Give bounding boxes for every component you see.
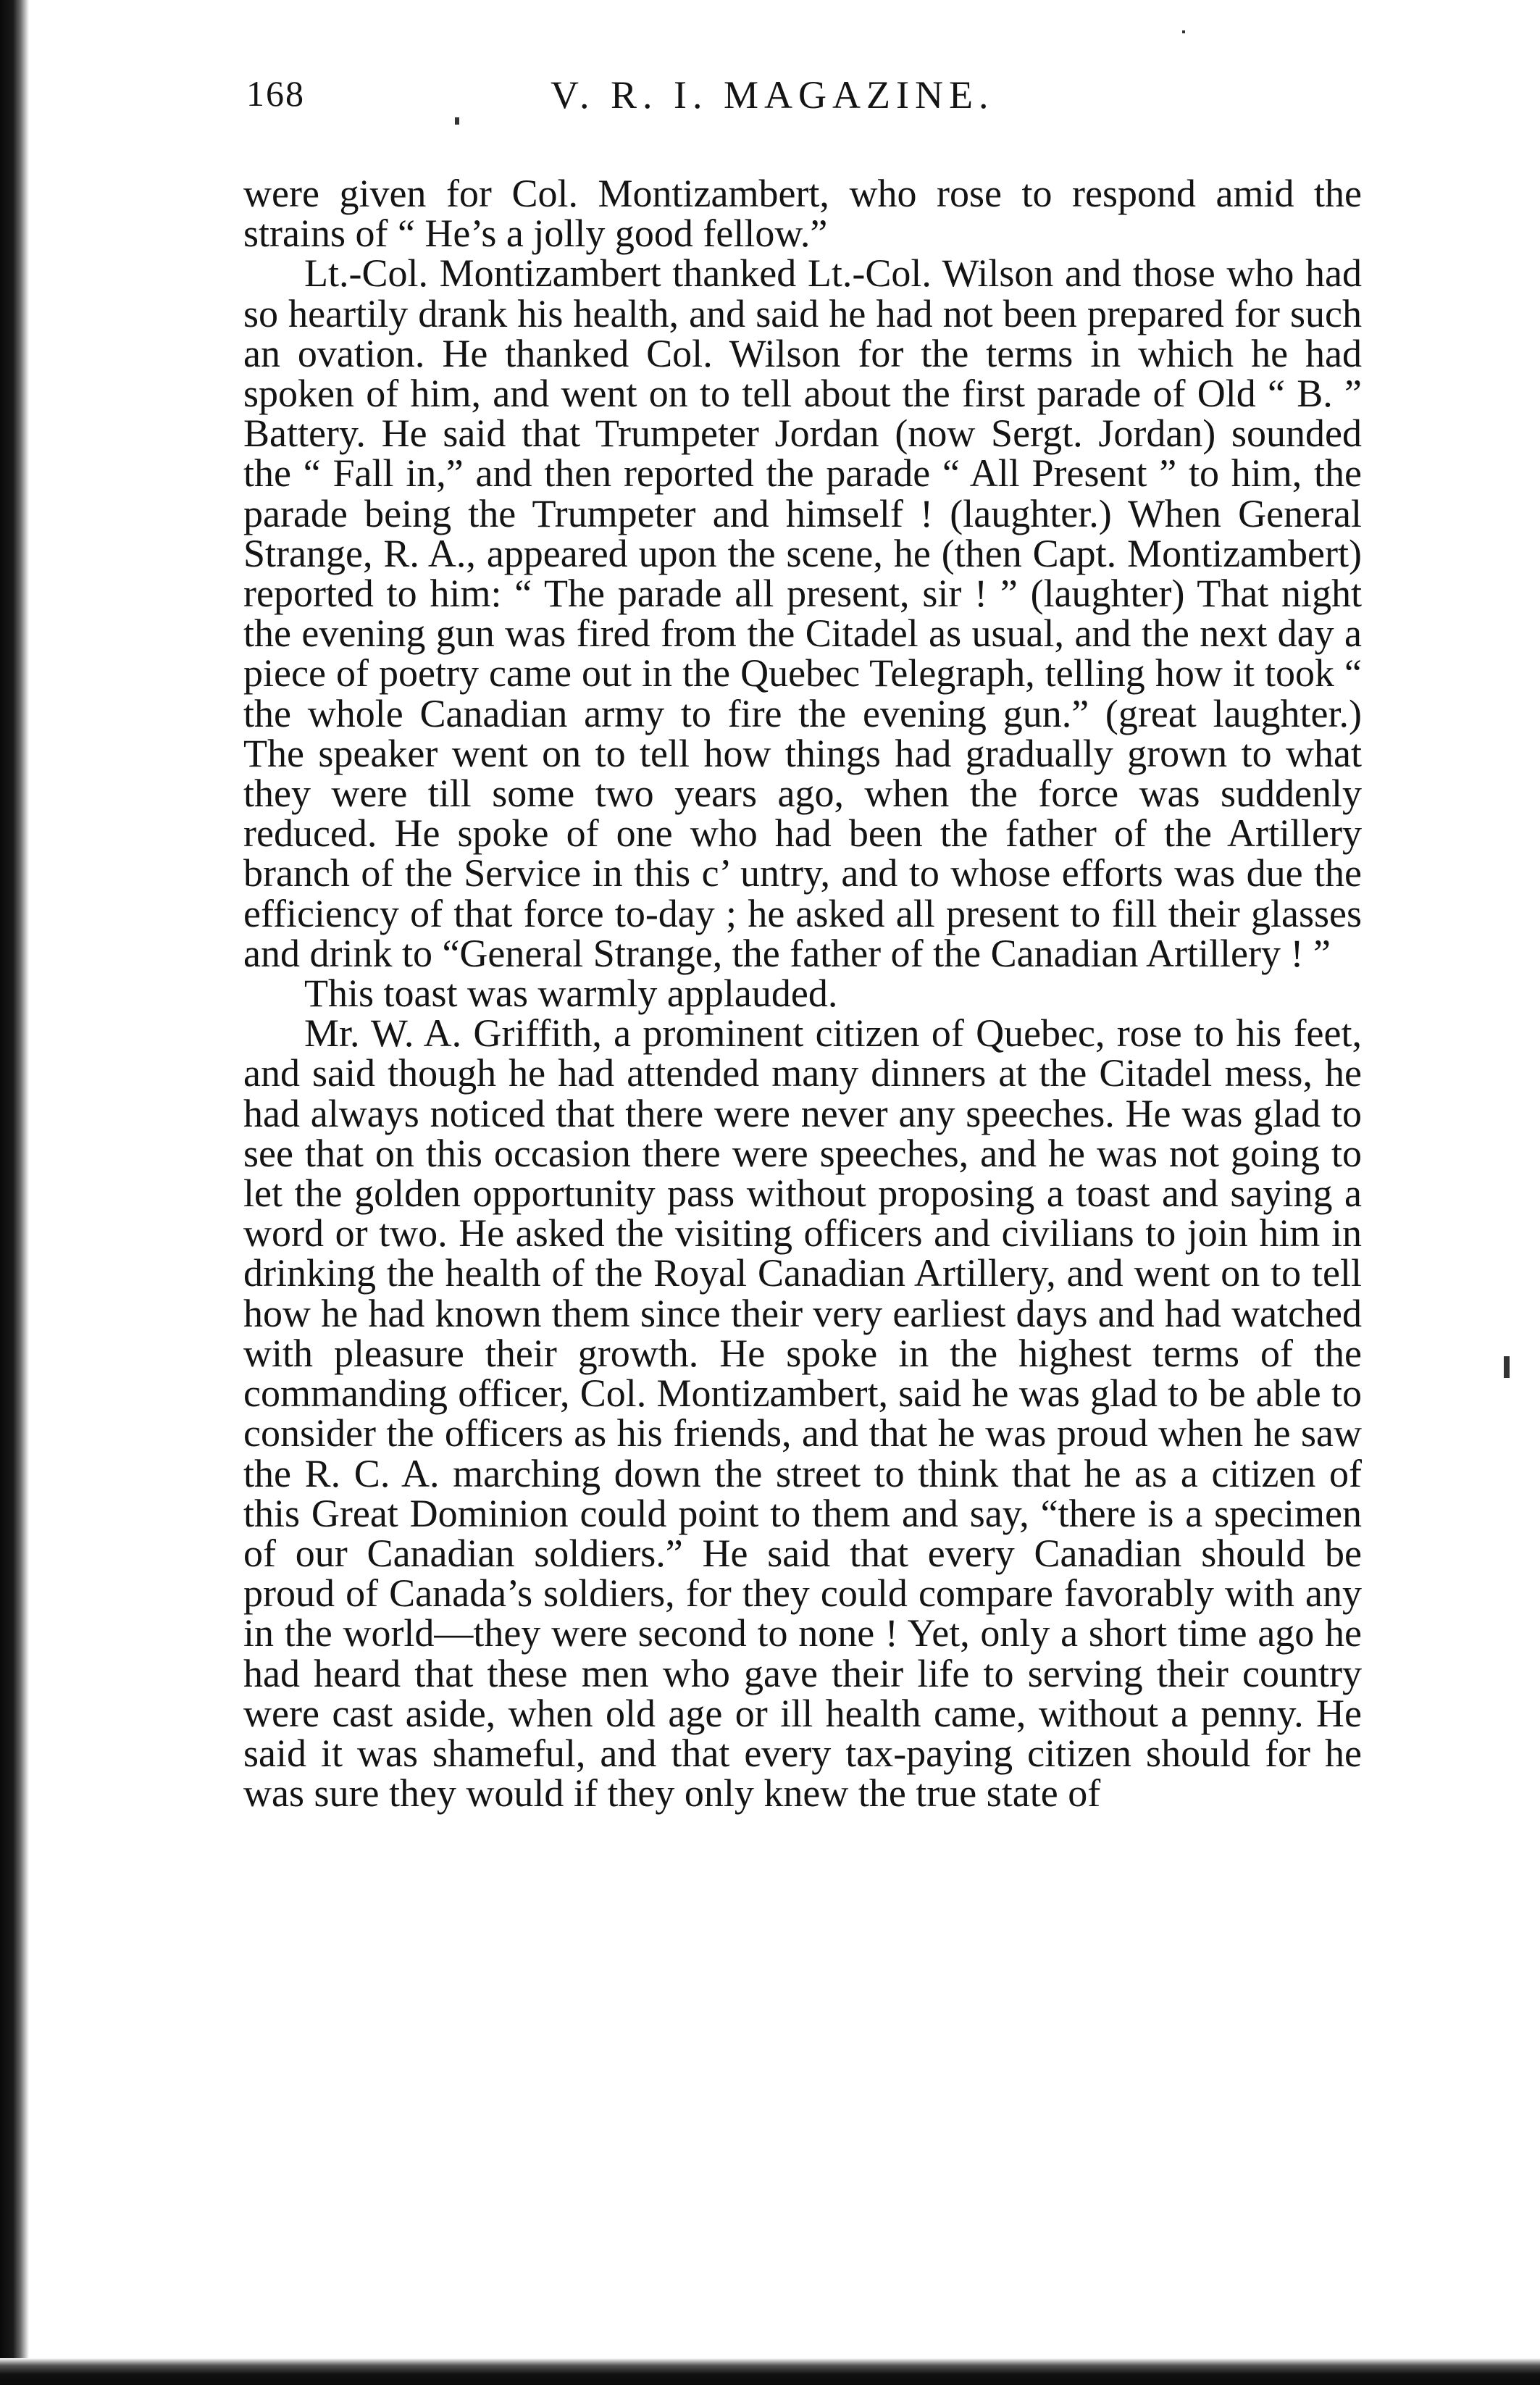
page-header: [246, 72, 1362, 123]
page-number: 168: [246, 73, 305, 114]
paragraph: were given for Col. Montizambert, who rose to respond amid the strains of “ He’s a jolly good fellow.”: [243, 172, 1362, 256]
paragraph: Mr. W. A. Griffith, a prominent citizen of Quebec, rose to his feet, and said though he had attended many dinners at the Citadel mess, he had always noticed that there were never any speeches. He was glad to see that on this occasion there were speeches, and he was not going to let the golden opportunity pass without proposing a toast and saying a word or two. He asked the visiting officers and civilians to join him in drinking the health of the Royal Canadian Artillery, and went on to tell how he had known them since their very earliest days and had watched with pleasure their growth. He spoke in the highest terms of the commanding officer, Col. Montizambert, said he was glad to be able to consider the officers as his friends, and that he was proud when he saw the R. C. A. marching down the street to think that he as a citizen of this Great Dominion could point to them and say, “there is a specimen of our Canadian soldiers.” He said that every Canadian should be proud of Canada’s soldiers, for they could compare favorably with any in the world—they were second to none ! Yet, only a short time ago he had heard that these men who gave their life to serving their country were cast aside, when old age or ill health came, without a penny. He said it was shameful, and that every tax-paying citizen should for he was sure they would if they only knew the true state of: [243, 1011, 1362, 1816]
paragraph: Lt.-Col. Montizambert thanked Lt.-Col. Wilson and those who had so heartily drank his health, and said he had not been prepared for such an ovation. He thanked Col. Wilson for the terms in which he had spoken of him, and went on to tell about the first parade of Old “ B. ” Battery. He said that Trumpeter Jordan (now Sergt. Jordan) sounded the “ Fall in,” and then reported the parade “ All Present ” to him, the parade being the Trumpeter and himself ! (laughter.) When General Strange, R. A., appeared upon the scene, he (then Capt. Montizambert) reported to him: “ The parade all present, sir ! ” (laughter) That night the evening gun was fired from the Citadel as usual, and the next day a piece of poetry came out in the Quebec Telegraph, telling how it took “ the whole Canadian army to fire the evening gun.” (great laughter.) The speaker went on to tell how things had gradually grown to what they were till some two years ago, when the force was suddenly reduced. He spoke of one who had been the father of the Artillery branch of the Service in this c’ untry, and to whose efforts was due the efficiency of that force to-day ; he asked all present to fill their glasses and drink to “General Strange, the father of the Canadian Artillery ! ”: [243, 251, 1362, 975]
running-title: V. R. I. MAGAZINE.: [551, 73, 995, 117]
scan-speck: [1504, 1356, 1510, 1378]
scan-left-edge: [0, 0, 29, 2385]
scan-speck: [1182, 30, 1185, 33]
article-body: [243, 172, 1362, 1816]
paragraph: This toast was warmly applauded.: [304, 972, 838, 1016]
scan-bottom-edge: [0, 2358, 1540, 2385]
